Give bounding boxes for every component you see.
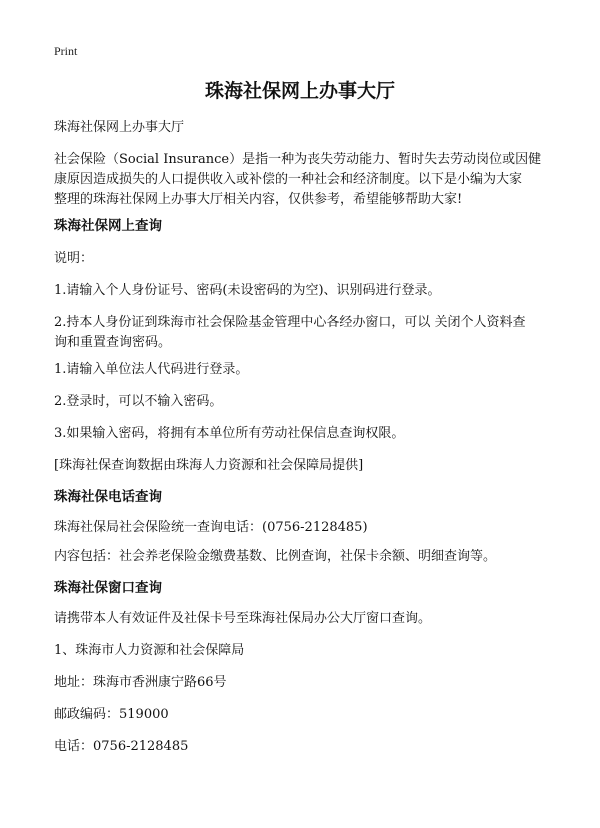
address: 地址：珠海市香洲康宁路66号 bbox=[54, 675, 227, 690]
print-label: Print bbox=[54, 44, 78, 58]
instruction-item: 1.请输入个人身份证号、密码(未设密码的为空)、识别码进行登录。 bbox=[54, 283, 441, 298]
instruction-item: 2.登录时，可以不输入密码。 bbox=[54, 394, 223, 409]
telephone: 电话：0756-2128485 bbox=[54, 739, 189, 754]
instruction-item: 2.持本人身份证到珠海市社会保险基金管理中心各经办窗口，可以 关闭个人资料查 询和重置查询密码。 bbox=[54, 315, 526, 350]
phone-content: 内容包括：社会养老保险金缴费基数、比例查询，社保卡余额、明细查询等。 bbox=[54, 549, 497, 564]
instruction-item: 3.如果输入密码，将拥有本单位所有劳动社保信息查询权限。 bbox=[54, 426, 405, 441]
section-heading-window-query: 珠海社保窗口查询 bbox=[54, 580, 162, 596]
phone-line: 珠海社保局社会保险统一查询电话：(0756-2128485) bbox=[54, 520, 368, 535]
intro-paragraph: 社会保险（Social Insurance）是指一种为丧失劳动能力、暂时失去劳动岗位或因健 康原因造成损失的人口提供收入或补偿的一种社会和经济制度。以下是小编为大家 整理的珠海社保网上办事大厅相关内容，仅供参考，希望能够帮助大家! bbox=[54, 152, 542, 207]
instruction-item: 1.请输入单位法人代码进行登录。 bbox=[54, 362, 249, 377]
section-heading-phone-query: 珠海社保电话查询 bbox=[54, 489, 162, 505]
section-heading-online-query: 珠海社保网上查询 bbox=[54, 218, 162, 234]
window-intro: 请携带本人有效证件及社保卡号至珠海社保局办公大厅窗口查询。 bbox=[54, 611, 432, 626]
note-label: 说明： bbox=[54, 251, 94, 266]
org-name: 1、珠海市人力资源和社会保障局 bbox=[54, 643, 245, 658]
source-note: [珠海社保查询数据由珠海人力资源和社会保障局提供] bbox=[54, 458, 364, 473]
postcode: 邮政编码：519000 bbox=[54, 707, 169, 722]
subtitle: 珠海社保网上办事大厅 bbox=[54, 120, 185, 135]
page-title: 珠海社保网上办事大厅 bbox=[204, 80, 395, 102]
